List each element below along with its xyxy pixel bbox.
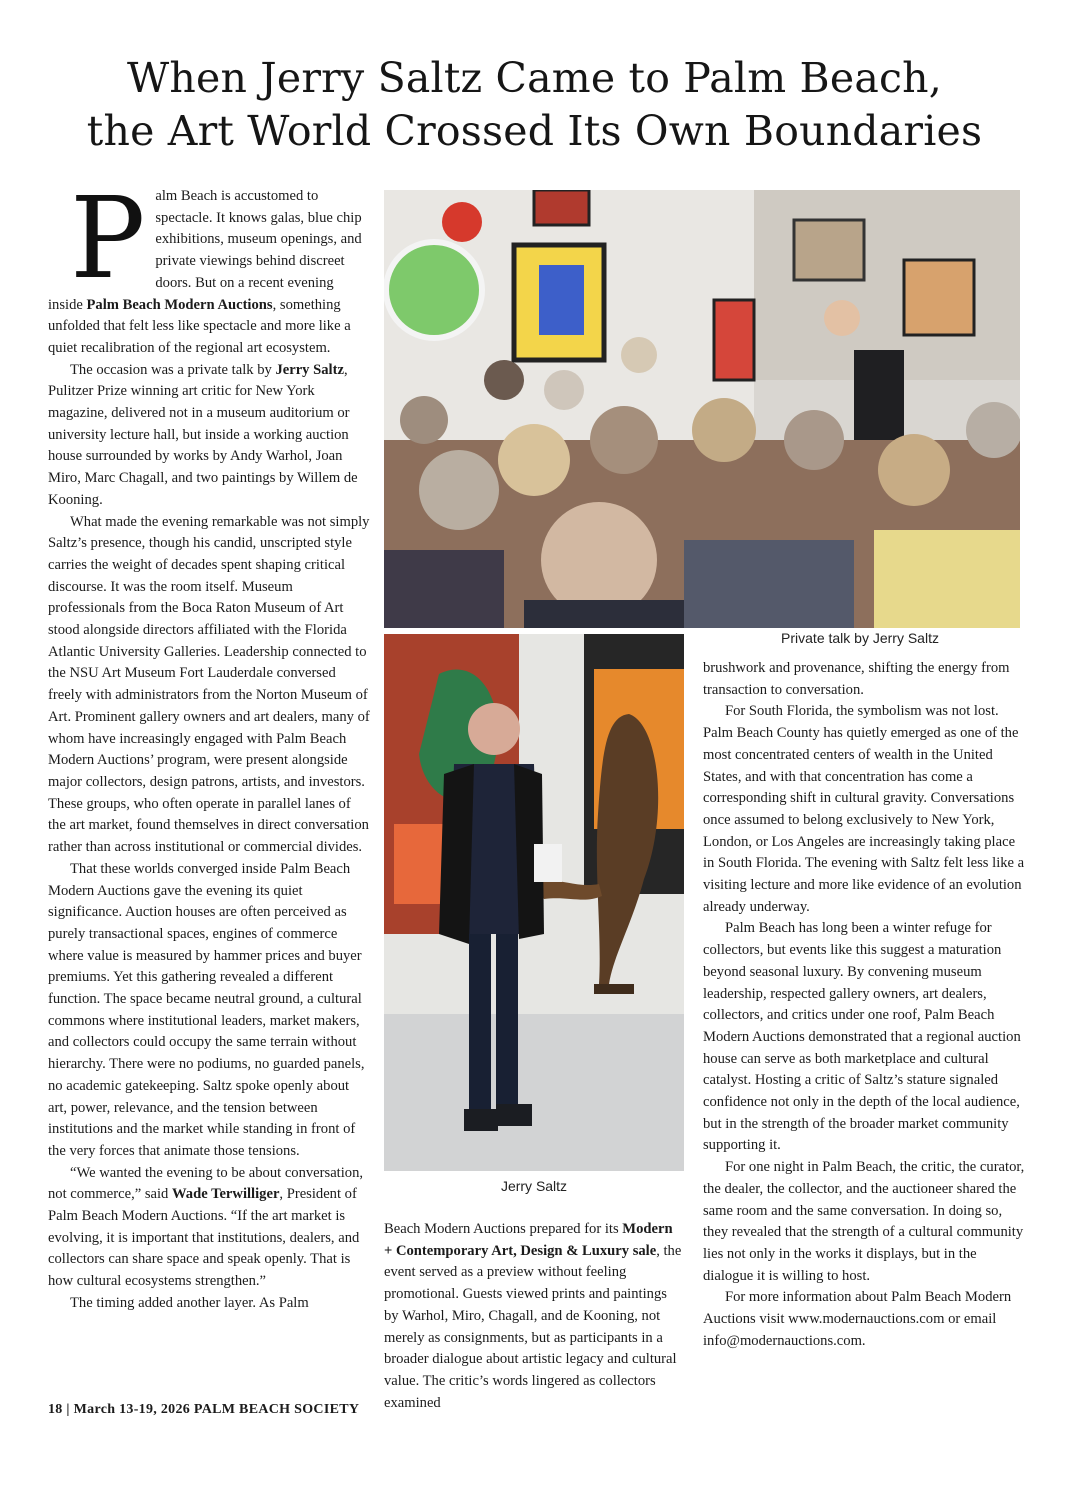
paragraph-11: For one night in Palm Beach, the critic, the curator, the dealer, the collector, and the auctioneer shared the same room and the same conversation. In doing so, they revealed that the strength of a cultural community lies not only in the works it displays, but in the dialogue it is willing to host. bbox=[703, 1159, 1025, 1284]
photo-private-talk bbox=[384, 190, 1020, 628]
article-column-2 bbox=[384, 1219, 682, 1414]
issue-date: March 13-19, 2026 bbox=[73, 1402, 191, 1417]
caption-private-talk: Private talk by Jerry Saltz bbox=[781, 630, 939, 646]
photo-jerry-saltz bbox=[384, 634, 684, 1171]
photo-jerry-saltz-image bbox=[384, 634, 684, 1171]
headline-line-2: the Art World Crossed Its Own Boundaries bbox=[86, 107, 983, 155]
paragraph-10: Palm Beach has long been a winter refuge for collectors, but events like this suggest a maturation beyond seasonal luxury. By convening museum leadership, respected gallery owners, art dealers, collectors, and critics under one roof, Palm Beach Modern Auctions demonstrated that a regional auction house can serve as both marketplace and cultural catalyst. Hosting a critic of Saltz’s stature signaled confidence not only in the depth of the local audience, but in the strength of the broader market community supporting it. bbox=[703, 920, 1021, 1154]
paragraph-6: The timing added another layer. As Palm bbox=[70, 1294, 309, 1311]
paragraph-5: “We wanted the evening to be about conversation, not commerce,” said Wade Terwilliger, President of Palm Beach Modern Auctions. “If the art market is evolving, it is important that institutions, dealers, and collectors can share space and speak openly. That is how cultural ecosystems strengthen.” bbox=[48, 1164, 364, 1290]
paragraph-3: What made the evening remarkable was not simply Saltz’s presence, though his candid, unscripted style carries the weight of decades spent shaping critical discourse. It was the room itself. Museum professionals from the Boca Raton Museum of Art stood alongside directors affiliated with the Florida Atlantic University Galleries. Leadership connected to the NSU Art Museum Fort Lauderdale conversed freely with administrators from the Norton Museum of Art. Prominent gallery owners and art dealers, many of whom have increasingly engaged with Palm Beach Modern Auctions’ program, were present alongside major collectors, design patrons, artists, and investors. These groups, who often operate in parallel lanes of the art market, found themselves in direct conversation rather than across institutional or commercial divides. bbox=[48, 513, 370, 856]
paragraph-4: That these worlds converged inside Palm Beach Modern Auctions gave the evening its quiet significance. Auction houses are often perceived as purely transactional spaces, engines of commerce where value is measured by hammer prices and buyer premiums. Yet this gathering revealed a different function. The space became neutral ground, a cultural commons where institutional leaders, market makers, and collectors could occupy the same terrain without hierarchy. There were no podiums, no guarded panels, no academic gatekeeping. Saltz spoke openly about art, power, relevance, and the tension between institutions and the market while standing in front of the very forces that animate those tensions. bbox=[48, 860, 365, 1159]
paragraph-7: Beach Modern Auctions prepared for its Modern + Contemporary Art, Design & Luxury sale, the event served as a preview without feeling promotional. Guests viewed prints and paintings by Warhol, Miro, Chagall, and de Kooning, not merely as consignments, but as participants in a broader dialogue about artistic legacy and cultural value. The critic’s words lingered as collectors examined bbox=[384, 1221, 682, 1411]
paragraph-1: alm Beach is accustomed to spectacle. It knows galas, blue chip exhibitions, museum openings, and private viewings behind discreet doors. But on a recent evening inside Palm Beach Modern Auctions, something unfolded that felt less like spectacle and more like a quiet recalibration of the regional art ecosystem. bbox=[48, 188, 362, 356]
paragraph-8: brushwork and provenance, shifting the energy from transaction to conversation. bbox=[703, 660, 1010, 698]
drop-cap: P bbox=[70, 174, 146, 304]
headline bbox=[40, 52, 1029, 158]
photo-private-talk-image bbox=[384, 190, 1020, 628]
caption-jerry-saltz: Jerry Saltz bbox=[500, 1178, 568, 1194]
paragraph-12: For more information about Palm Beach Modern Auctions visit www.modernauctions.com or email info@modernauctions.com. bbox=[703, 1289, 1012, 1349]
article-column-3 bbox=[703, 658, 1025, 1353]
page-footer bbox=[48, 1402, 359, 1418]
page-number: 18 bbox=[48, 1402, 63, 1417]
paragraph-2: The occasion was a private talk by Jerry Saltz, Pulitzer Prize winning art critic for New York magazine, delivered not in a museum auditorium or university lecture hall, but inside a working auction house surrounded by works by Andy Warhol, Joan Miro, Marc Chagall, and two paintings by Willem de Kooning. bbox=[48, 361, 358, 508]
footer-separator: | bbox=[66, 1402, 70, 1417]
article-column-1 bbox=[48, 174, 370, 1315]
headline-line-1: When Jerry Saltz Came to Palm Beach, bbox=[127, 54, 942, 102]
paragraph-9: For South Florida, the symbolism was not lost. Palm Beach County has quietly emerged as one of the most concentrated centers of wealth in the United States, and with that concentration has come a corresponding shift in cultural gravity. Conversations once assumed to belong exclusively to New York, London, or Los Angeles are increasingly taking place in South Florida. The evening with Saltz felt less like a visiting lecture and more like evidence of an evolution already underway. bbox=[703, 703, 1025, 915]
publication-name: PALM BEACH SOCIETY bbox=[193, 1402, 360, 1417]
